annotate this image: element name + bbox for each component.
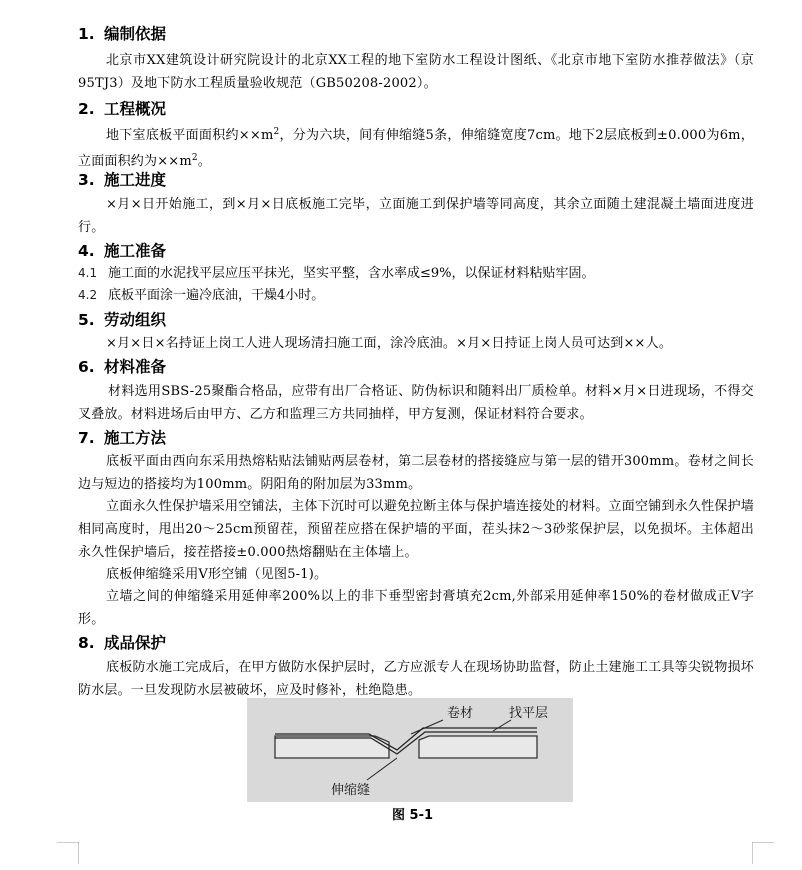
leveling-layer-label: 找平层 [509,706,549,721]
section-heading-7 [78,428,166,448]
subitem-text: 底板平面涂一遍冷底油，干燥4小时。 [108,288,325,303]
section-heading-1 [78,24,166,44]
section-heading-3 [78,170,166,190]
right-slab [419,736,537,758]
section-heading-4 [78,241,166,261]
section-7-para-4: 立墙之间的伸缩缝采用延伸率200%以上的非下垂型密封膏填充2cm,外部采用延伸率150%的卷材做成正V字形。 [78,589,754,627]
expansion-joint-diagram [247,698,573,802]
section-1-text: 北京市XX建筑设计研究院设计的北京XX工程的地下室防水工程设计图纸、《北京市地下室防水推荐做法》（京95TJ3）及地下防水工程质量验收规范（GB50208-2002）。 [78,53,754,91]
membrane-label: 卷材 [447,706,474,721]
section-number: 5. [78,311,95,329]
section-heading-5 [78,310,166,330]
expansion-joint-label: 伸缩缝 [331,783,371,798]
section-heading-8 [78,633,166,653]
section-number: 3. [78,171,95,189]
superscript: 2 [273,127,280,137]
section-5-text: ×月×日×名持证上岗工人进人现场清扫施工面，涂冷底油。×月×日持证上岗人员可达到××人。 [106,336,673,351]
expansion-joint-figure [247,698,573,802]
section-2-text [78,121,754,173]
section-6-text: 材料选用SBS-25聚酯合格品，应带有出厂合格证、防伪标识和随料出厂质检单。材料×月×日进现场，不得交叉叠放。材料进场后由甲方、乙方和监理三方共同抽样，甲方复测，保证材料符合要求。 [78,384,754,422]
subitem-4-2 [78,285,324,306]
section-number: 4. [78,242,95,260]
section-title: 施工方法 [104,429,167,447]
section-title: 工程概况 [104,100,167,118]
subitem-4-1 [78,263,595,284]
section-7-para-1: 底板平面由西向东采用热熔粘贴法铺贴两层卷材，第二层卷材的搭接缝应与第一层的错开300mm。卷材之间长边与短边的搭接均为100mm。阴阳角的附加层为33mm。 [78,454,754,492]
section-number: 6. [78,358,95,376]
section-title: 编制依据 [104,25,167,43]
section-heading-6 [78,357,166,377]
section-8-text: 底板防水施工完成后，在甲方做防水保护层时，乙方应派专人在现场协助监督，防止土建施工工具等尖锐物损坏防水层。一旦发现防水层被破坏，应及时修补，杜绝隐患。 [78,660,754,698]
superscript: 2 [191,153,198,163]
subitem-text: 施工面的水泥找平层应压平抹光，坚实平整，含水率成≤9%，以保证材料粘贴牢固。 [108,266,595,281]
subitem-number: 4.1 [78,266,98,280]
section-title: 劳动组织 [104,311,167,329]
subitem-number: 4.2 [78,288,98,302]
section-title: 材料准备 [104,358,167,376]
section-number: 1. [78,25,95,43]
section-2-part1: 地下室底板平面面积约××m [106,128,274,143]
page-corner-mark-left [57,842,79,864]
section-title: 施工进度 [104,171,167,189]
section-number: 7. [78,429,95,447]
section-2-part2: ，分为六块，间有伸缩缝5条，伸缩缝宽度7cm。地下2层底板到±0.000为6m，立面面积约为××m [78,128,754,169]
section-title: 施工准备 [104,242,167,260]
section-title: 成品保护 [104,634,167,652]
figure-caption: 图 5-1 [392,808,434,823]
section-2-part3: 。 [197,154,212,169]
section-7-para-2: 立面永久性保护墙采用空铺法，主体下沉时可以避免拉断主体与保护墙连接处的材料。立面空铺到永久性保护墙相同高度时，甩出20～25cm预留茬，预留茬应搭在保护墙的平面，茬头抹2～3砂浆保护层，以免损坏。主体超出永久性保护墙后，接茬搭接±0.000热熔翻贴在主体墙上。 [78,499,754,560]
section-7-para-3: 底板伸缩缝采用V形空铺（见图5-1)。 [106,567,328,582]
section-number: 8. [78,634,95,652]
section-number: 2. [78,100,95,118]
page-corner-mark-right [752,842,774,864]
section-heading-2 [78,99,166,119]
section-3-text: ×月×日开始施工，到×月×日底板施工完毕，立面施工到保护墙等同高度，其余立面随土建混凝土墙面进度进行。 [78,197,754,235]
